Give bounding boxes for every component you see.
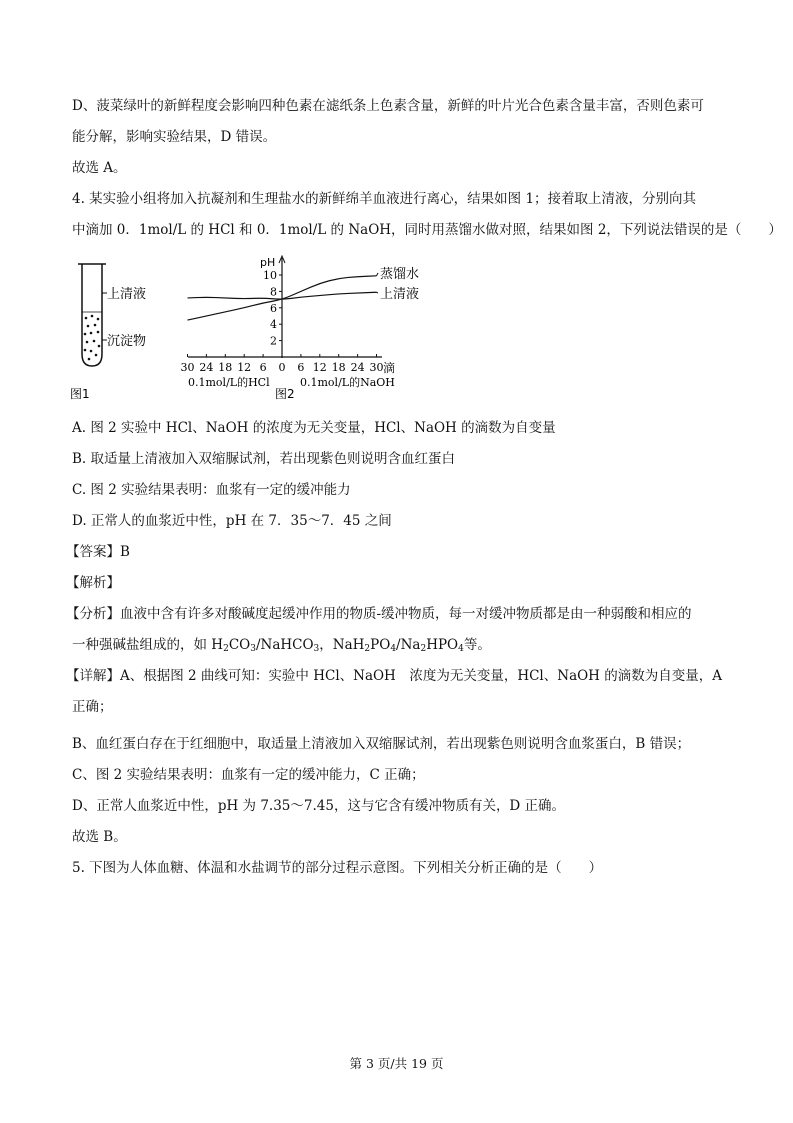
analysis-formula-line: 一种强碱盐组成的，如 $H_2CO_3/NaHCO_3$，$NaH_2PO_4/Na_2HPO_4$等。 [72,637,491,654]
x-label-hcl: 0.1mol/L的HCl [188,376,270,389]
legend-distilled-water: 蒸馏水 [380,267,420,282]
x-tick-label: 6 [259,361,267,374]
page-footer: 第 3 页/共 19 页 [349,1056,444,1071]
option-c: C. 图 2 实验结果表明：血浆有一定的缓冲能力 [72,482,351,498]
x-tick-label: 24 [199,361,214,374]
x-tick-label: 6 [297,361,305,374]
detail-text: 正确； [72,699,113,715]
analysis-text: 【分析】血液中含有许多对酸碱度起缓冲作用的物质-缓冲物质，每一对缓冲物质都是由一种弱酸和相应的 [66,606,692,622]
text-line: 能分解，影响实验结果，D 错误。 [72,129,277,145]
y-tick-label: 10 [263,269,277,282]
detail-text: D、正常人血浆近中性，pH 为 7.35～7.45，这与它含有缓冲物质有关，D 正确。 [72,798,566,814]
detail-text: B、血红蛋白存在于红细胞中，取适量上清液加入双缩脲试剂，若出现紫色则说明含血浆蛋白，B 错误； [72,736,691,752]
x-tick-label: 12 [237,361,252,374]
figure-svg [70,254,420,404]
x-tick-label: 0 [278,361,286,374]
detail-text: C、图 2 实验结果表明：血浆有一定的缓冲能力，C 正确； [72,767,425,783]
y-tick-label: 6 [270,301,277,315]
detail-text: 故选 B。 [72,829,127,845]
legend-supernatant: 上清液 [380,287,420,302]
question-5-stem: 5. 下图为人体血糖、体温和水盐调节的部分过程示意图。下列相关分析正确的是（ ） [72,860,603,876]
figure-1-caption: 图1 [70,387,90,401]
option-b: B. 取适量上清液加入双缩脲试剂，若出现紫色则说明含血红蛋白 [72,451,456,467]
tube-label-supernatant: 上清液 [107,287,147,302]
analysis-heading: 【解析】 [66,575,120,591]
tube-label-sediment: 沉淀物 [107,334,147,349]
option-a: A. 图 2 实验中 HCl、NaOH 的浓度为无关变量，HCl、NaOH 的滴数为自变量 [72,420,556,436]
x-tick-label: 30 [369,361,384,374]
figure-2-caption: 图2 [275,387,295,401]
x-label-naoh: 0.1mol/L的NaOH [300,376,395,389]
x-axis-unit: 滴 [383,361,396,375]
sediment-dots [84,315,101,361]
y-tick-label: 4 [270,318,277,332]
figure-1-and-2 [70,254,420,404]
text-line: D、菠菜绿叶的新鲜程度会影响四种色素在滤纸条上色素含量，新鲜的叶片光合色素含量丰富，否则色素可 [72,98,704,114]
y-tick-label: 2 [270,334,277,348]
question-4-stem: 4. 某实验小组将加入抗凝剂和生理盐水的新鲜绵羊血液进行离心，结果如图 1；接着取上清液，分别向其 [72,191,697,207]
text-line: 故选 A。 [72,160,127,176]
y-tick-label: 8 [270,285,277,299]
figure-2-chart [181,256,420,401]
leader-supernatant [377,292,379,293]
x-tick-label: 30 [180,361,195,374]
answer-line: 【答案】B [66,544,130,560]
question-4-stem: 中滴加 0．1mol/L 的 HCl 和 0．1mol/L 的 NaOH，同时用蒸馏水做对照，结果如图 2，下列说法错误的是（ ） [72,222,782,238]
x-tick-label: 12 [312,361,327,374]
x-tick-label: 24 [350,361,365,374]
option-d: D. 正常人的血浆近中性，pH 在 7．35～7．45 之间 [72,513,392,529]
y-axis-label: pH [260,256,276,269]
leader-distilled-water [377,273,379,276]
x-tick-label: 18 [331,361,346,374]
x-tick-label: 18 [218,361,233,374]
test-tube-diagram [70,264,146,401]
detail-text: 【详解】A、根据图 2 曲线可知：实验中 HCl、NaOH 浓度为无关变量，HCl、NaOH 的滴数为自变量，A [66,668,722,684]
